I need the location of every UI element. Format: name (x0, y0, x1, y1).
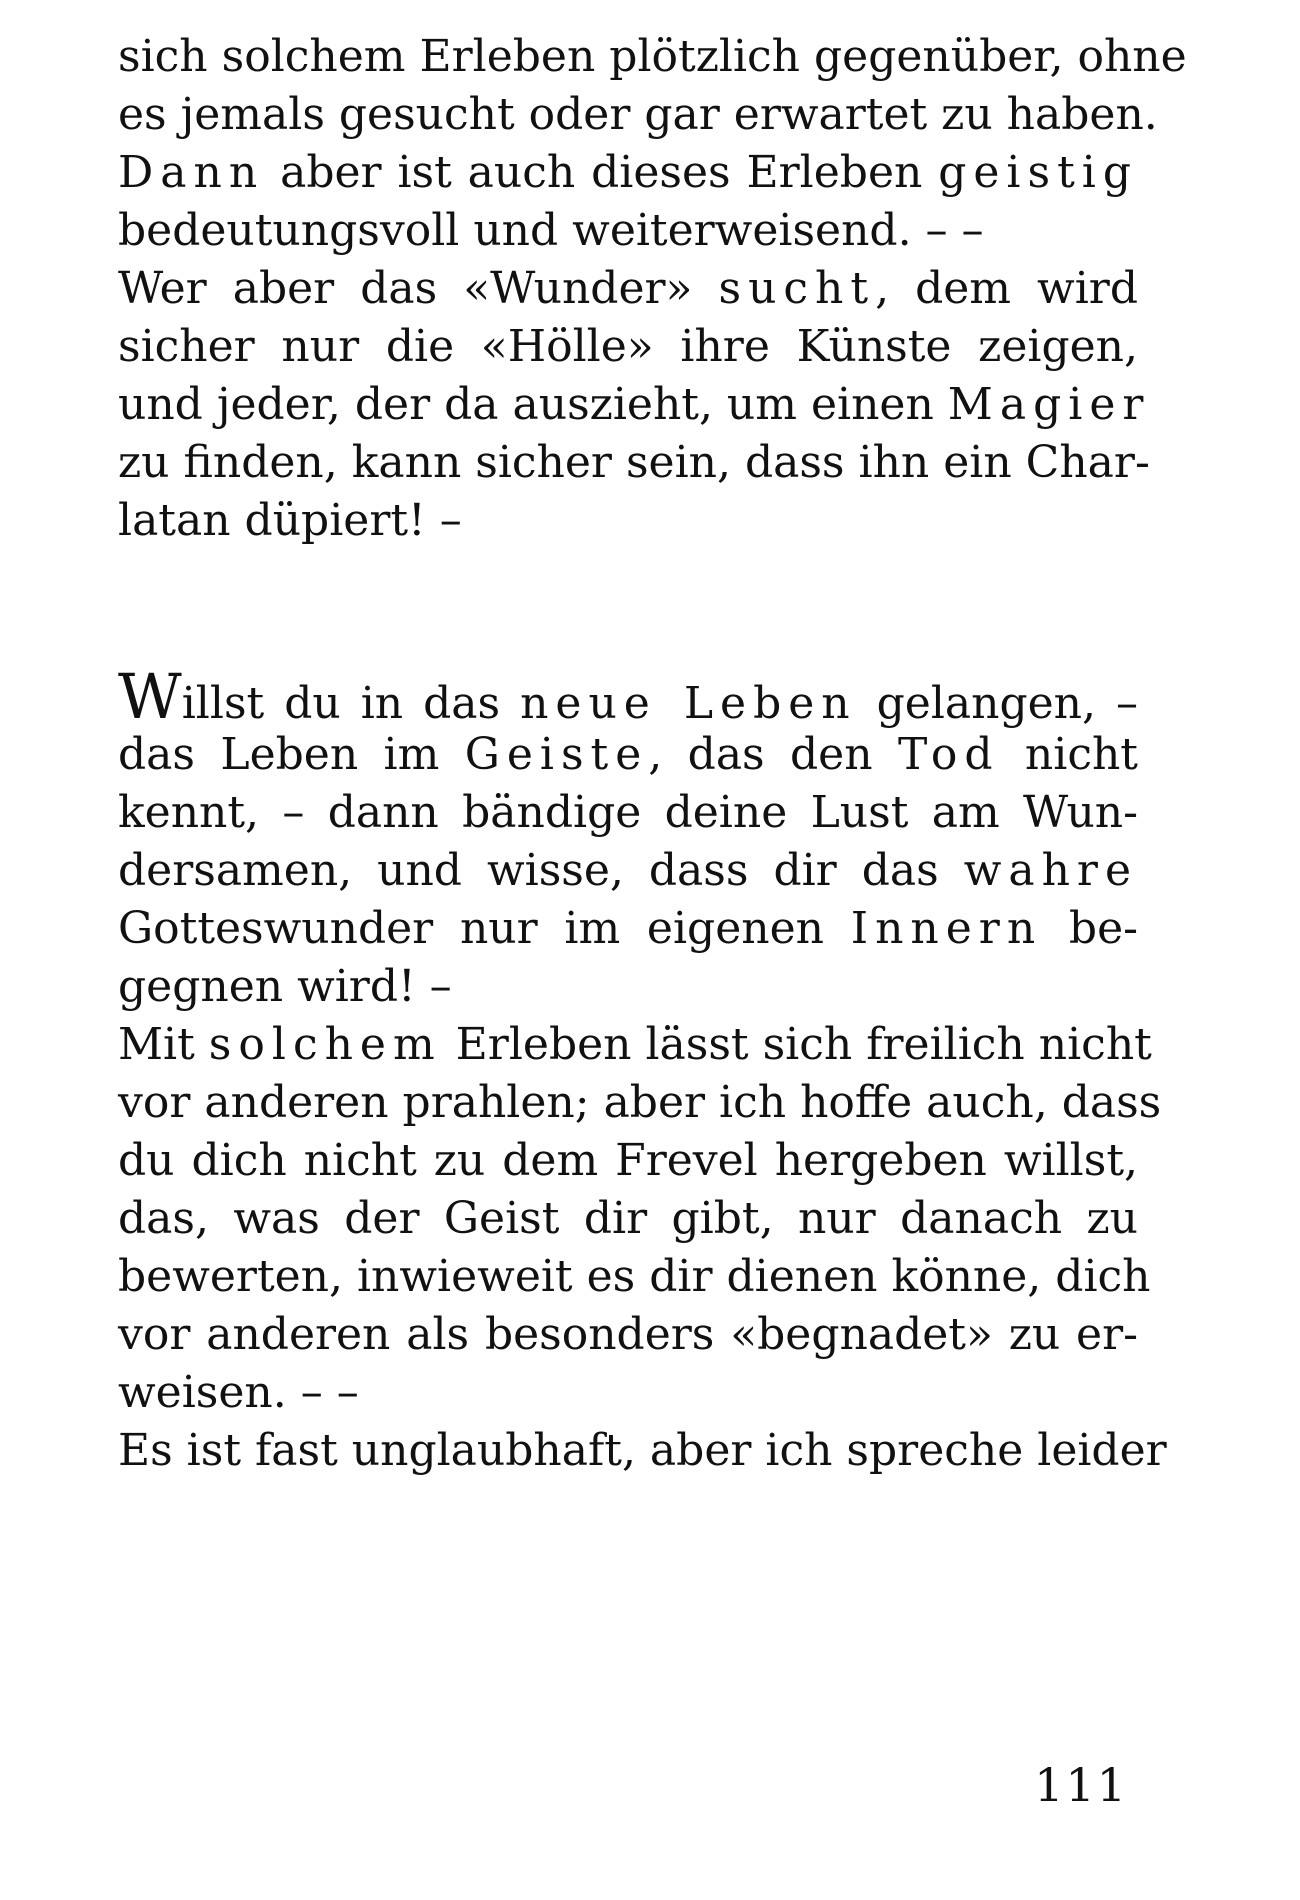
text-line: gegnen wird! – (118, 961, 452, 1012)
emphasis-text: solchem (208, 1019, 442, 1070)
emphasis-text: sucht (718, 263, 876, 314)
text-line: Mit solchem Erleben lässt sich freilich nicht (118, 1019, 1152, 1070)
emphasis-text: Dann (118, 147, 265, 198)
text-line: zu finden, kann sicher sein, dass ihn ein Char- (118, 437, 1150, 488)
text-line: weisen. – – (118, 1367, 359, 1418)
emphasis-text: neue Leben (520, 678, 857, 729)
page-number: 111 (1034, 1758, 1128, 1812)
text-line: Dann aber ist auch dieses Erleben geistig (118, 147, 1138, 198)
drop-cap: W (118, 660, 182, 733)
text-line: und jeder, der da auszieht, um einen Magier (118, 379, 1151, 430)
text-line: es jemals gesucht oder gar erwartet zu haben. (118, 89, 1158, 140)
text-line: du dich nicht zu dem Frevel hergeben willst, (118, 1135, 1138, 1186)
text-line: dersamen, und wisse, dass dir das wahre (118, 845, 1138, 896)
text-line: Gotteswunder nur im eigenen Innern be- (118, 903, 1138, 954)
text-line: sicher nur die «Hölle» ihre Künste zeigen, (118, 321, 1138, 372)
text-line: das, was der Geist dir gibt, nur danach zu (118, 1193, 1138, 1244)
text-line: vor anderen prahlen; aber ich hoffe auch, dass (118, 1077, 1162, 1128)
emphasis-text: Tod (897, 729, 1000, 780)
text-line: kennt, – dann bändige deine Lust am Wun- (118, 787, 1138, 838)
text-line: vor anderen als besonders «begnadet» zu er- (118, 1309, 1138, 1360)
emphasis-text: Innern (850, 903, 1043, 954)
text-line: das Leben im Geiste, das den Tod nicht (118, 729, 1138, 780)
emphasis-text: geistig (938, 147, 1138, 198)
text-line: Es ist fast unglaubhaft, aber ich spreche leider (118, 1425, 1167, 1476)
text-line: bedeutungsvoll und weiterweisend. – – (118, 205, 984, 256)
emphasis-text: Magier (947, 379, 1151, 430)
text-line: Wer aber das «Wunder» sucht, dem wird (118, 263, 1138, 314)
text-line: bewerten, inwieweit es dir dienen könne, dich (118, 1251, 1151, 1302)
text-line: latan düpiert! – (118, 495, 462, 546)
emphasis-text: wahre (963, 845, 1138, 896)
text-line: sich solchem Erleben plötzlich gegenüber, ohne (118, 31, 1187, 82)
text-line: Willst du in das neue Leben gelangen, – (118, 660, 1138, 733)
emphasis-text: Geiste (464, 729, 649, 780)
